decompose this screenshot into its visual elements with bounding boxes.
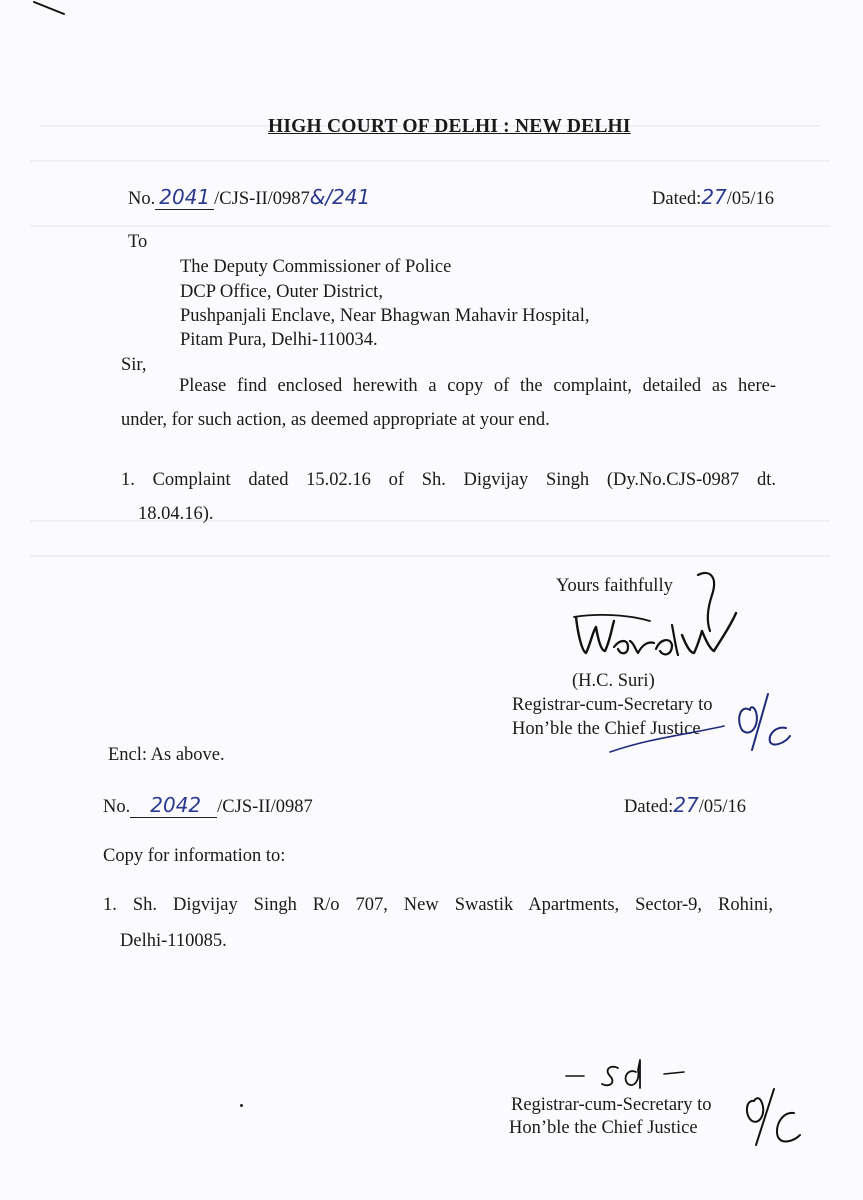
signature-icon bbox=[560, 565, 760, 675]
initials-mark-icon bbox=[590, 690, 800, 770]
addressee-line: DCP Office, Outer District, bbox=[180, 282, 383, 302]
pen-stroke-icon bbox=[30, 0, 70, 20]
copy-dated-label: Dated: bbox=[624, 797, 674, 817]
addressee-line: Pushpanjali Enclave, Near Bhagwan Mahavir Hospital, bbox=[180, 306, 590, 326]
copy-heading: Copy for information to: bbox=[103, 846, 286, 866]
complaint-item-cont: 18.04.16). bbox=[138, 504, 214, 524]
bleed-through bbox=[30, 160, 830, 162]
footer-designation: Hon’ble the Chief Justice bbox=[509, 1118, 698, 1138]
copy-recipient: 1. Sh. Digvijay Singh R/o 707, New Swastik Apartments, Sector-9, Rohini, bbox=[103, 895, 773, 915]
ref-prefix: No. bbox=[128, 189, 156, 209]
complaint-item: 1. Complaint dated 15.02.16 of Sh. Digvijay Singh (Dy.No.CJS-0987 dt. bbox=[121, 470, 776, 490]
body-paragraph-line: under, for such action, as deemed appropriate at your end. bbox=[121, 410, 550, 430]
copy-ref-code: /CJS-II/0987 bbox=[217, 797, 313, 817]
dated-handwritten-day: 27 bbox=[701, 185, 727, 209]
dated-field bbox=[652, 186, 774, 210]
page-title: HIGH COURT OF DELHI : NEW DELHI bbox=[268, 116, 631, 137]
closing: Yours faithfully bbox=[556, 576, 673, 596]
body-paragraph-line: Please find enclosed herewith a copy of the complaint, detailed as here- bbox=[179, 376, 776, 396]
enclosure-note: Encl: As above. bbox=[108, 745, 225, 765]
footer-initials-mark-icon bbox=[740, 1085, 810, 1155]
reference-number bbox=[128, 186, 370, 210]
bleed-through bbox=[30, 225, 830, 227]
ref-handwritten-suffix: &/241 bbox=[309, 185, 371, 209]
copy-reference-number bbox=[103, 794, 313, 818]
ink-dot bbox=[240, 1104, 243, 1107]
salutation: Sir, bbox=[121, 355, 147, 375]
bleed-through bbox=[30, 555, 830, 557]
dated-suffix: /05/16 bbox=[726, 189, 775, 209]
copy-ref-prefix: No. bbox=[103, 797, 131, 817]
signatory-name: (H.C. Suri) bbox=[572, 671, 655, 691]
dated-label: Dated: bbox=[652, 189, 702, 209]
copy-dated-field bbox=[624, 794, 746, 818]
copy-dated-handwritten-day: 27 bbox=[673, 793, 699, 817]
footer-designation: Registrar-cum-Secretary to bbox=[511, 1095, 712, 1115]
copy-ref-handwritten-number: 2042 bbox=[130, 793, 217, 818]
sd-mark-icon bbox=[560, 1058, 700, 1094]
ref-handwritten-number: 2041 bbox=[155, 185, 214, 210]
signatory-designation: Registrar-cum-Secretary to bbox=[512, 695, 713, 715]
addressee-line: The Deputy Commissioner of Police bbox=[180, 257, 452, 277]
to-label: To bbox=[128, 232, 148, 252]
signatory-designation: Hon’ble the Chief Justice bbox=[512, 719, 701, 739]
ref-code: /CJS-II/0987 bbox=[214, 189, 310, 209]
addressee-line: Pitam Pura, Delhi-110034. bbox=[180, 330, 378, 350]
copy-dated-suffix: /05/16 bbox=[698, 797, 747, 817]
copy-recipient-cont: Delhi-110085. bbox=[120, 931, 227, 951]
